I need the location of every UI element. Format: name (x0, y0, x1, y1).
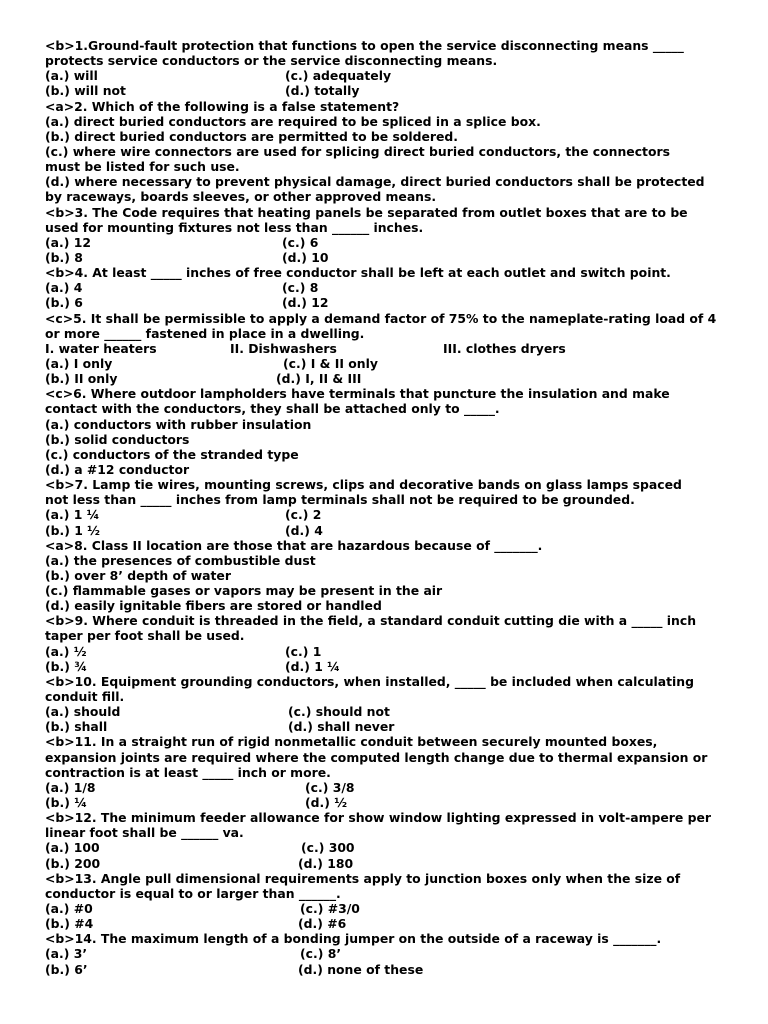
question-line: <b>7. Lamp tie wires, mounting screws, clips and decorative bands on glass lamps spaced (45, 477, 682, 493)
answer-option: (d.) 180 (298, 855, 354, 871)
answer-options-line (45, 946, 735, 961)
answer-options-line (45, 507, 735, 522)
text-line: taper per foot shall be used. (45, 628, 245, 644)
answer-option: (b.) 6 (45, 295, 83, 311)
question-line: <b>3. The Code requires that heating panels be separated from outlet boxes that are to be (45, 204, 688, 220)
question-line: <b>10. Equipment grounding conductors, when installed, _____ be included when calculating (45, 673, 694, 689)
answer-options-line (45, 795, 735, 810)
quiz-document (45, 38, 735, 977)
answer-option: (c.) adequately (285, 68, 392, 84)
question-line: <b>4. At least _____ inches of free conductor shall be left at each outlet and switch point. (45, 265, 671, 281)
text-line: (a.) direct buried conductors are required to be spliced in a splice box. (45, 113, 541, 129)
answer-options-line (45, 962, 735, 977)
answer-option: (c.) 300 (301, 840, 355, 856)
answer-option: (a.) 3’ (45, 946, 88, 962)
text-line: conductor is equal to or larger than ______. (45, 885, 341, 901)
answer-option: (d.) 10 (282, 249, 329, 265)
text-line: conduit fill. (45, 689, 125, 705)
answer-options-line (45, 840, 735, 855)
answer-option: (c.) 8 (282, 280, 319, 296)
answer-option: (b.) II only (45, 371, 118, 387)
text-line: not less than _____ inches from lamp terminals shall not be required to be grounded. (45, 492, 635, 508)
answer-options-line (45, 68, 735, 83)
answer-options-line (45, 235, 735, 250)
question-line: <b>1.Ground-fault protection that functions to open the service disconnecting means _____ (45, 38, 684, 53)
answer-options-line (45, 901, 735, 916)
text-line: (d.) where necessary to prevent physical damage, direct buried conductors shall be protected (45, 174, 705, 190)
answer-option: (d.) ½ (305, 795, 348, 811)
answer-option: II. Dishwashers (230, 340, 337, 356)
answer-option: (b.) ¼ (45, 795, 88, 811)
answer-option: (d.) I, II & III (276, 371, 362, 387)
answer-options-line (45, 856, 735, 871)
answer-options-line (45, 356, 735, 371)
text-line: expansion joints are required where the computed length change due to thermal expansion or (45, 749, 708, 765)
question-line: <b>12. The minimum feeder allowance for show window lighting expressed in volt-ampere per (45, 810, 711, 826)
text-line: (d.) a #12 conductor (45, 461, 190, 477)
text-line: (a.) the presences of combustible dust (45, 552, 316, 568)
answer-option: (a.) ½ (45, 643, 87, 659)
answer-option: (b.) ¾ (45, 658, 88, 674)
answer-options-line (45, 523, 735, 538)
question-line: <b>9. Where conduit is threaded in the field, a standard conduit cutting die with a _____ inch (45, 613, 697, 629)
answer-option: (c.) #3/0 (300, 901, 360, 917)
answer-option: (b.) will not (45, 83, 126, 99)
answer-option: (c.) 6 (282, 234, 319, 250)
text-line: (c.) where wire connectors are used for splicing direct buried conductors, the connectors (45, 143, 670, 159)
answer-option: (a.) 1 ¼ (45, 507, 100, 523)
answer-option: III. clothes dryers (443, 340, 566, 356)
answer-options-line (45, 341, 735, 356)
question-line: <a>8. Class II location are those that are hazardous because of _______. (45, 537, 543, 553)
answer-option: (b.) 1 ½ (45, 522, 100, 538)
answer-option: (c.) 2 (285, 507, 322, 523)
answer-option: (b.) 8 (45, 249, 83, 265)
answer-option: (d.) none of these (298, 961, 424, 977)
text-line: (c.) flammable gases or vapors may be present in the air (45, 583, 443, 599)
answer-option: (c.) 1 (285, 643, 322, 659)
question-line: <b>14. The maximum length of a bonding jumper on the outside of a raceway is _______. (45, 931, 662, 947)
text-line: must be listed for such use. (45, 159, 240, 175)
answer-option: (b.) 6’ (45, 961, 88, 977)
answer-option: (a.) 12 (45, 234, 91, 250)
answer-option: (a.) should (45, 704, 121, 720)
text-line: (b.) solid conductors (45, 431, 190, 447)
answer-option: (c.) 8’ (300, 946, 342, 962)
text-line: protects service conductors or the service disconnecting means. (45, 53, 498, 69)
answer-option: (d.) 12 (282, 295, 329, 311)
answer-option: I. water heaters (45, 340, 157, 356)
answer-option: (d.) #6 (298, 916, 347, 932)
answer-option: (d.) shall never (288, 719, 395, 735)
question-line: <c>6. Where outdoor lampholders have terminals that puncture the insulation and make (45, 386, 670, 402)
answer-option: (a.) 1/8 (45, 779, 96, 795)
answer-option: (a.) will (45, 68, 98, 84)
question-line: <b>13. Angle pull dimensional requirements apply to junction boxes only when the size of (45, 870, 681, 886)
text-line: used for mounting fixtures not less than ______ inches. (45, 219, 424, 235)
text-line: or more ______ fastened in place in a dwelling. (45, 325, 365, 341)
text-line: contact with the conductors, they shall be attached only to _____. (45, 401, 500, 417)
answer-options-line (45, 250, 735, 265)
text-line: (b.) direct buried conductors are permitted to be soldered. (45, 128, 459, 144)
answer-options-line (45, 659, 735, 674)
answer-option: (d.) 4 (285, 522, 323, 538)
text-line: linear foot shall be ______ va. (45, 825, 244, 841)
answer-options-line (45, 644, 735, 659)
answer-option: (a.) 4 (45, 280, 83, 296)
text-line: (a.) conductors with rubber insulation (45, 416, 312, 432)
answer-option: (c.) 3/8 (305, 779, 355, 795)
answer-options-line (45, 916, 735, 931)
answer-option: (a.) I only (45, 355, 113, 371)
answer-options-line (45, 780, 735, 795)
question-line: <b>11. In a straight run of rigid nonmetallic conduit between securely mounted boxes, (45, 734, 658, 750)
text-line: by raceways, boards sleeves, or other approved means. (45, 189, 437, 205)
answer-option: (b.) 200 (45, 855, 101, 871)
answer-option: (a.) 100 (45, 840, 100, 856)
answer-option: (c.) should not (288, 704, 390, 720)
answer-option: (b.) shall (45, 719, 108, 735)
answer-option: (d.) 1 ¼ (285, 658, 340, 674)
answer-option: (d.) totally (285, 83, 360, 99)
text-line: (c.) conductors of the stranded type (45, 446, 299, 462)
question-line: <c>5. It shall be permissible to apply a demand factor of 75% to the nameplate-rating load of 4 (45, 310, 717, 326)
answer-options-line (45, 280, 735, 295)
answer-option: (c.) I & II only (283, 355, 378, 371)
answer-options-line (45, 295, 735, 310)
answer-options-line (45, 371, 735, 386)
answer-options-line (45, 704, 735, 719)
text-line: (d.) easily ignitable fibers are stored or handled (45, 598, 382, 614)
text-line: (b.) over 8’ depth of water (45, 567, 231, 583)
answer-option: (a.) #0 (45, 901, 93, 917)
question-line: <a>2. Which of the following is a false statement? (45, 98, 400, 114)
answer-options-line (45, 83, 735, 98)
answer-options-line (45, 719, 735, 734)
text-line: contraction is at least _____ inch or more. (45, 764, 331, 780)
answer-option: (b.) #4 (45, 916, 94, 932)
